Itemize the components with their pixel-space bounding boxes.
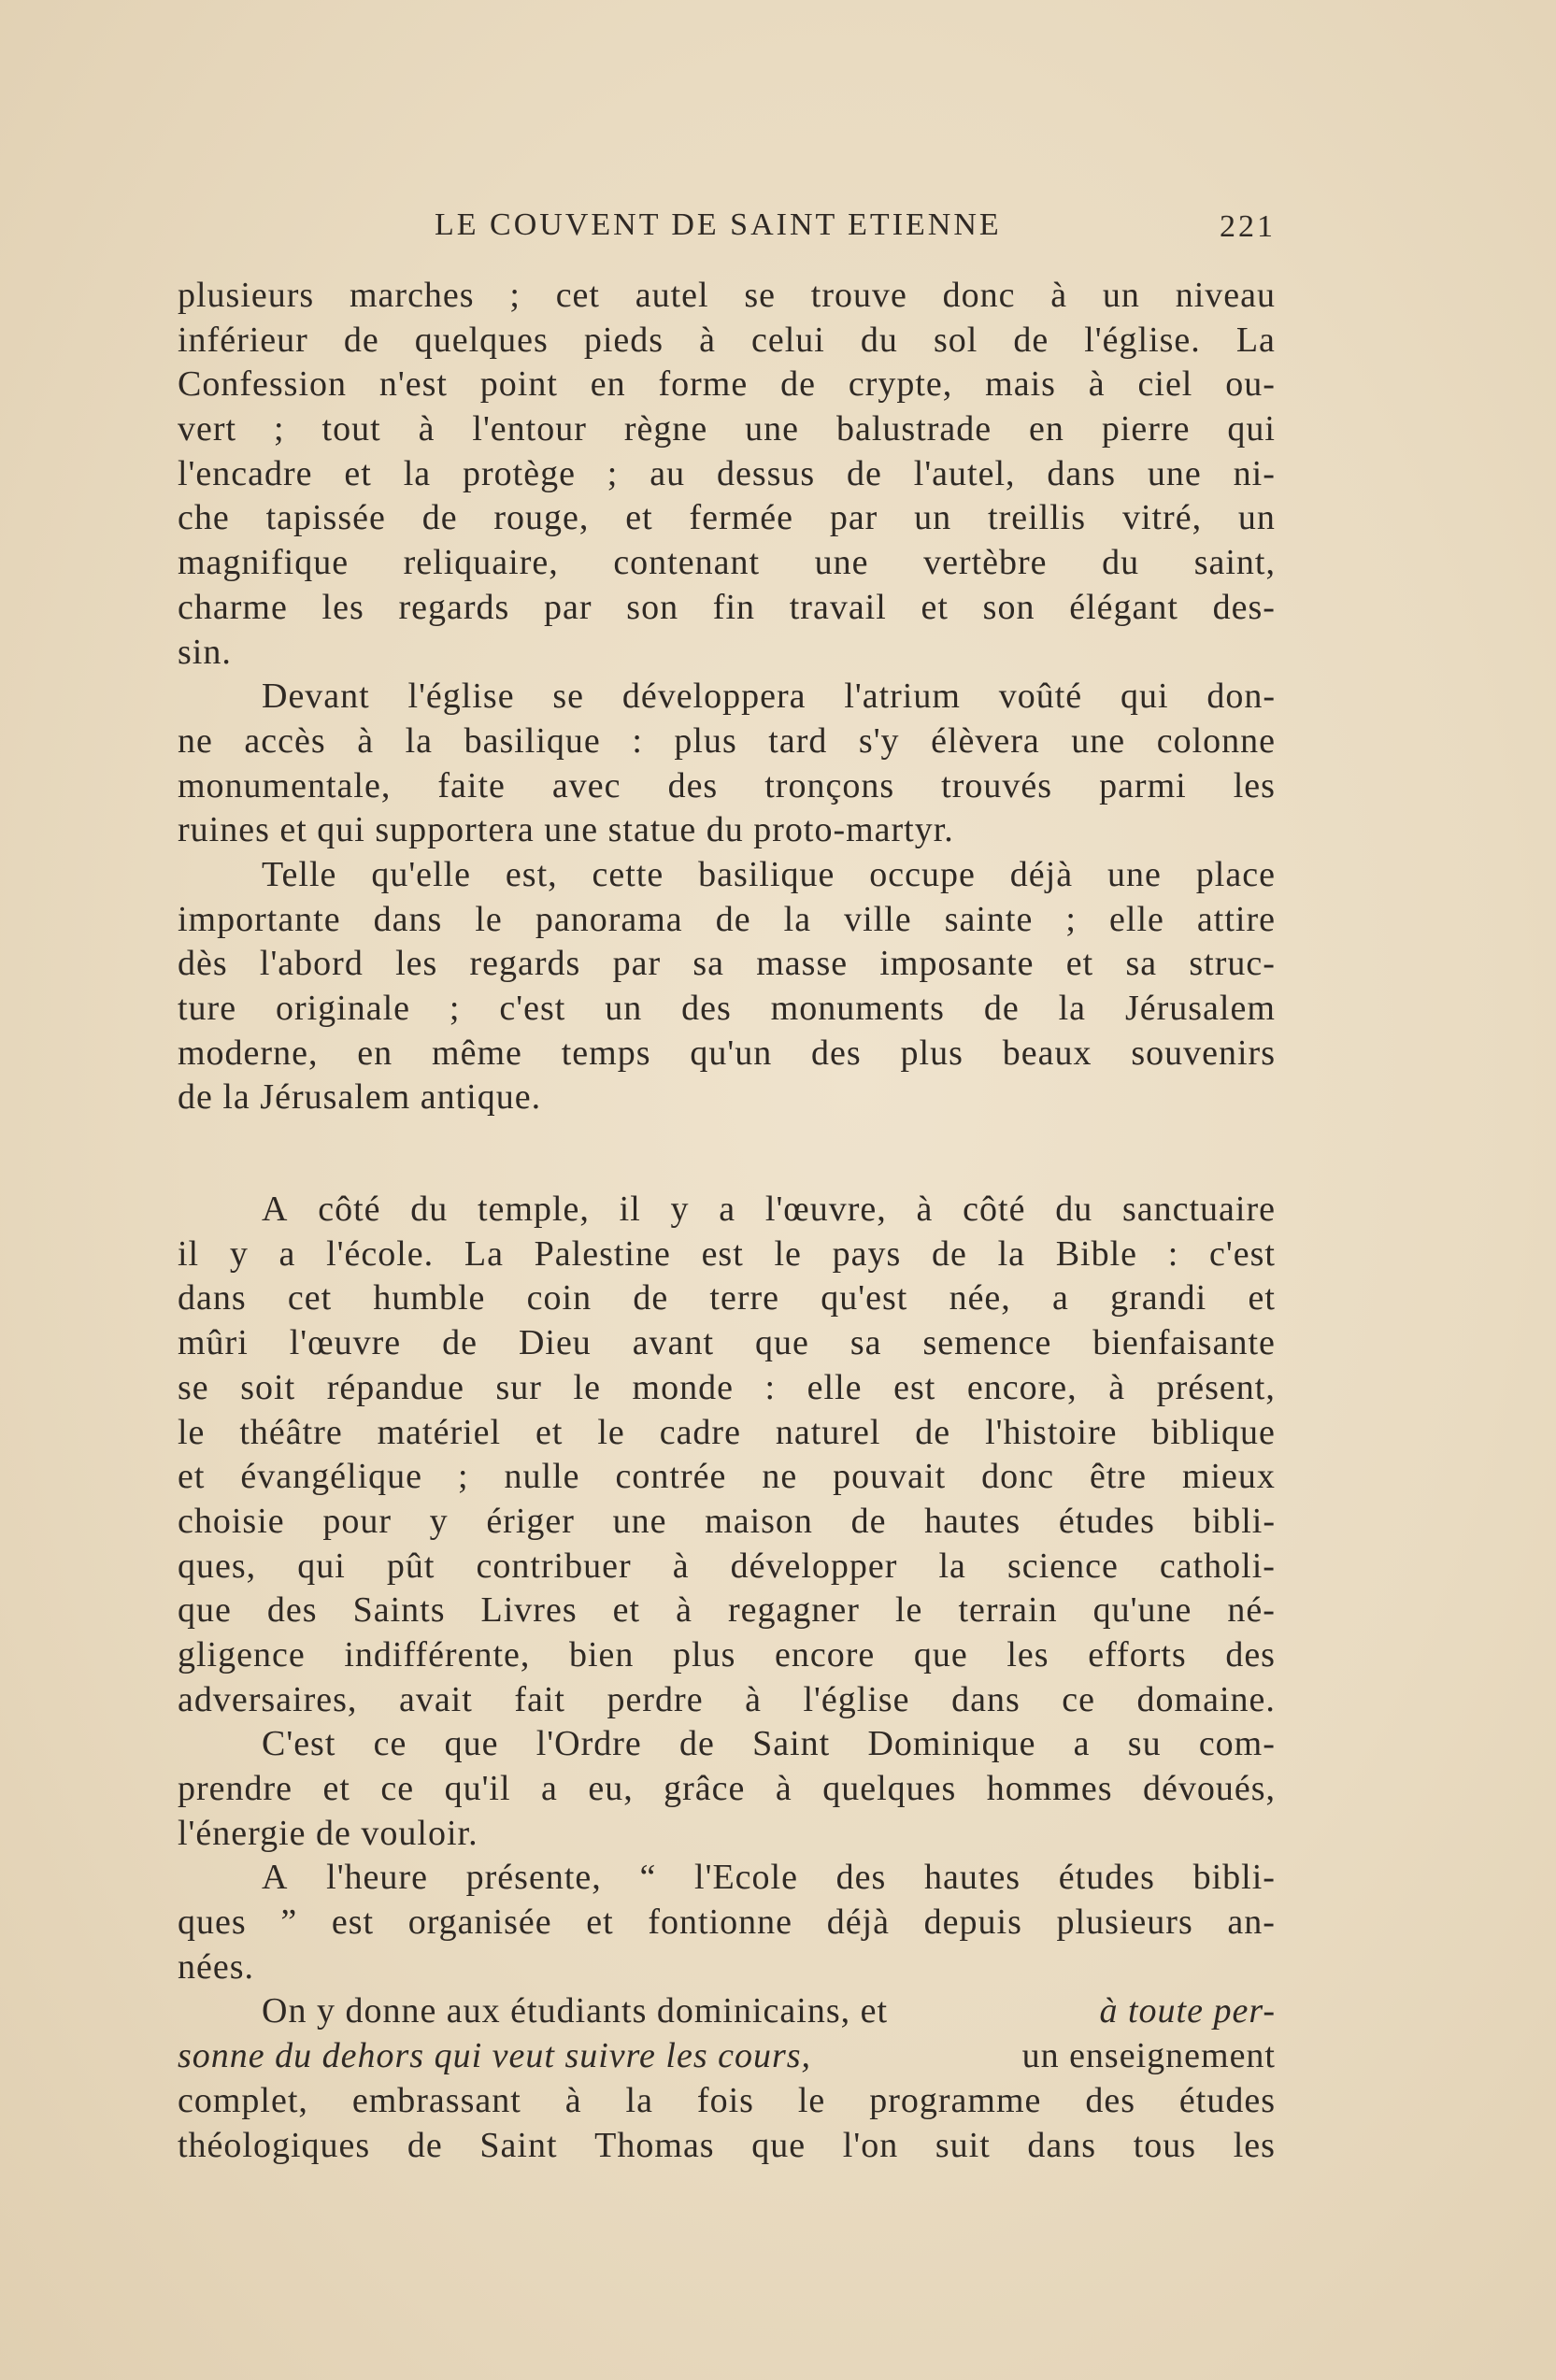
running-title: LE COUVENT DE SAINT ETIENNE	[435, 207, 1002, 242]
paragraph	[178, 1188, 1276, 1722]
text-line: ques, qui pût contribuer à développer la science catholi-	[178, 1546, 1276, 1586]
page-number: 221	[1220, 209, 1276, 244]
body-text	[178, 274, 1276, 2168]
text-line: ques ” est organisée et fontionne déjà depuis plusieurs an-	[178, 1903, 1276, 1943]
text-line: mûri l'œuvre de Dieu avant que sa semence bienfaisante	[178, 1323, 1276, 1363]
text-line: Telle qu'elle est, cette basilique occupe déjà une place	[262, 854, 1276, 894]
page-header	[178, 207, 1276, 254]
text-line: prendre et ce qu'il a eu, grâce à quelques hommes dévoués,	[178, 1769, 1276, 1808]
text-line: théologiques de Saint Thomas que l'on suit dans tous les	[178, 2125, 1276, 2165]
text-line: Devant l'église se développera l'atrium voûté qui don-	[262, 677, 1276, 717]
paragraph	[178, 274, 1276, 675]
text-line: adversaires, avait fait perdre à l'église dans ce domaine.	[178, 1679, 1276, 1719]
paragraph	[178, 675, 1276, 853]
text-line: Confession n'est point en forme de crypte, mais à ciel ou-	[178, 364, 1276, 405]
text-line: C'est ce que l'Ordre de Saint Dominique a su com-	[262, 1724, 1276, 1764]
text-line: que des Saints Livres et à regagner le terrain qu'une né-	[178, 1590, 1276, 1631]
text-span: un enseignement	[1021, 2036, 1276, 2076]
text-line: sin.	[178, 632, 232, 672]
text-line: et évangélique ; nulle contrée ne pouvait donc être mieux	[178, 1457, 1276, 1497]
text-line: moderne, en même temps qu'un des plus beaux souvenirs	[178, 1033, 1276, 1073]
text-line: le théâtre matériel et le cadre naturel de l'histoire biblique	[178, 1412, 1276, 1452]
italic-span: à toute per-	[1099, 1991, 1276, 2031]
text-line: choisie pour y ériger une maison de hautes études bibli-	[178, 1501, 1276, 1541]
text-line: dans cet humble coin de terre qu'est née, a grandi et	[178, 1278, 1276, 1318]
text-line: monumentale, faite avec des tronçons trouvés parmi les	[178, 765, 1276, 805]
text-line: dès l'abord les regards par sa masse imposante et sa struc-	[178, 944, 1276, 984]
text-line: vert ; tout à l'entour règne une balustrade en pierre qui	[178, 409, 1276, 449]
italic-span: sonne du dehors qui veut suivre les cours,	[178, 2036, 812, 2076]
text-line: gligence indifférente, bien plus encore que les efforts des	[178, 1634, 1276, 1675]
text-line: charme les regards par son fin travail et son élégant des-	[178, 587, 1276, 627]
text-line	[178, 1989, 1276, 2034]
text-line: l'encadre et la protège ; au dessus de l'autel, dans une ni-	[178, 453, 1276, 493]
paragraph	[178, 1722, 1276, 1856]
text-line	[178, 2034, 1276, 2079]
paragraph	[178, 1856, 1276, 1989]
text-line: A l'heure présente, “ l'Ecole des hautes études bibli-	[262, 1858, 1276, 1898]
text-span: On y donne aux étudiants dominicains, et	[262, 1991, 889, 2031]
text-line: de la Jérusalem antique.	[178, 1077, 542, 1118]
text-line: ne accès à la basilique : plus tard s'y élèvera une colonne	[178, 720, 1276, 761]
text-line: nées.	[178, 1946, 255, 1987]
text-line: complet, embrassant à la fois le programme des études	[178, 2080, 1276, 2120]
text-line: inférieur de quelques pieds à celui du sol de l'église. La	[178, 320, 1276, 360]
text-line: magnifique reliquaire, contenant une vertèbre du saint,	[178, 543, 1276, 583]
section-break	[178, 1120, 1276, 1188]
text-line: ture originale ; c'est un des monuments de la Jérusalem	[178, 989, 1276, 1028]
paragraph	[178, 853, 1276, 1120]
text-line: importante dans le panorama de la ville sainte ; elle attire	[178, 899, 1276, 939]
text-line: ruines et qui supportera une statue du proto-martyr.	[178, 810, 954, 850]
text-line: plusieurs marches ; cet autel se trouve donc à un niveau	[178, 276, 1276, 315]
paragraph	[178, 1989, 1276, 2168]
text-line: che tapissée de rouge, et fermée par un treillis vitré, un	[178, 498, 1276, 538]
text-line: A côté du temple, il y a l'œuvre, à côté du sanctuaire	[262, 1190, 1276, 1230]
text-line: il y a l'école. La Palestine est le pays de la Bible : c'est	[178, 1233, 1276, 1274]
text-line: se soit répandue sur le monde : elle est encore, à présent,	[178, 1367, 1276, 1407]
text-line: l'énergie de vouloir.	[178, 1813, 478, 1853]
